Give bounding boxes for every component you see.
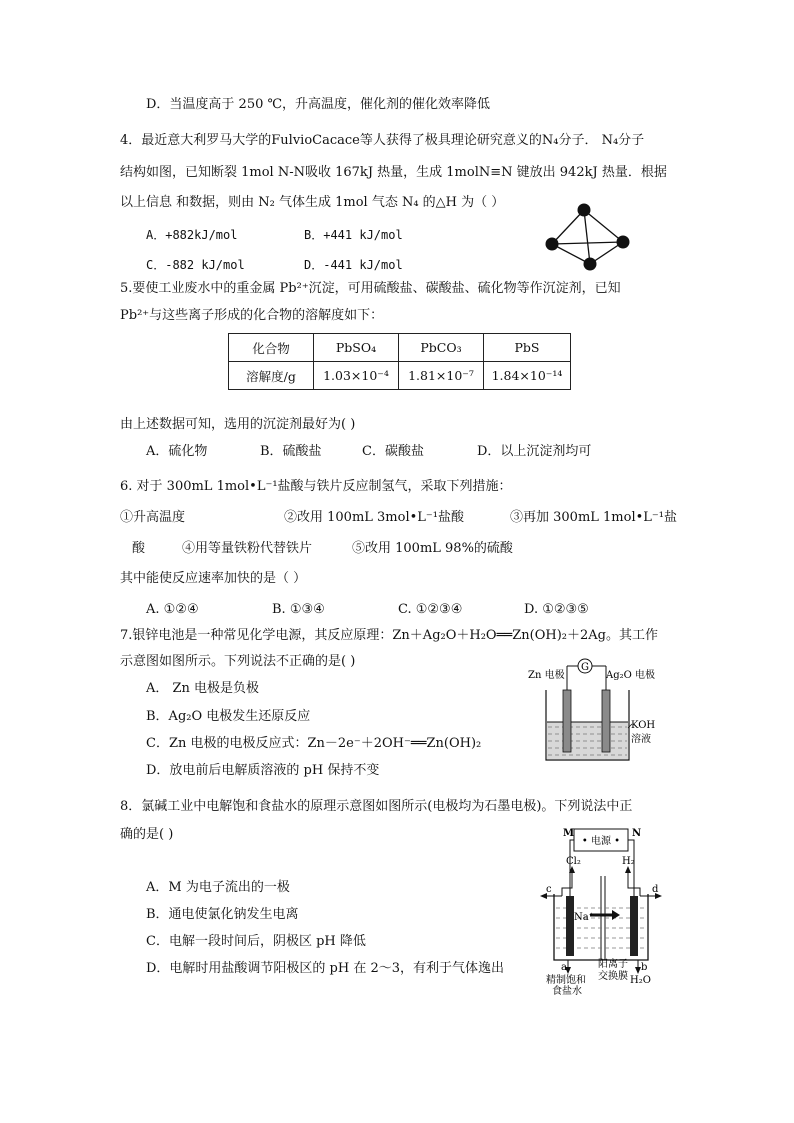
q6-option-b: B. ①③④ bbox=[272, 602, 325, 617]
h2-label: H₂ bbox=[622, 856, 635, 867]
ag2o-electrode bbox=[602, 690, 610, 752]
q7-option-b: B．Ag₂O 电极发生还原反应 bbox=[146, 709, 311, 724]
q6-measure-4: ④用等量铁粉代替铁片 bbox=[182, 541, 313, 556]
membrane-label-line2: 交换膜 bbox=[598, 971, 628, 982]
terminal-n-label: N bbox=[632, 828, 642, 839]
q3-option-d: D．当温度高于 250 ℃，升高温度，催化剂的催化效率降低 bbox=[146, 97, 491, 112]
q4-stem-line3: 以上信息 和数据，则由 N₂ 气体生成 1mol 气态 N₄ 的△H 为（ ） bbox=[120, 195, 505, 210]
q6-stem-line3: 其中能使反应速率加快的是（ ） bbox=[120, 571, 307, 586]
table-header-cell: PbCO₃ bbox=[399, 334, 484, 362]
table-cell: 溶解度/g bbox=[229, 362, 314, 390]
table-row bbox=[229, 362, 571, 390]
ag2o-electrode-label: Ag₂O 电极 bbox=[606, 670, 656, 681]
q6-measure-3: ③再加 300mL 1mol•L⁻¹盐 bbox=[510, 510, 677, 525]
q5-option-d: D．以上沉淀剂均可 bbox=[477, 444, 592, 459]
table-cell: 1.81×10⁻⁷ bbox=[399, 362, 484, 390]
q8-stem-line1: 8．氯碱工业中电解饱和食盐水的原理示意图如图所示(电极均为石墨电极)。下列说法中正 bbox=[120, 799, 633, 814]
q8-option-c: C．电解一段时间后，阴极区 pH 降低 bbox=[146, 934, 366, 949]
q6-measure-2: ②改用 100mL 3mol•L⁻¹盐酸 bbox=[284, 510, 464, 525]
q5-option-c: C．碳酸盐 bbox=[362, 444, 424, 459]
q7-option-a: A． Zn 电极是负极 bbox=[146, 681, 260, 696]
brine-label-line1: 精制饱和 bbox=[546, 975, 586, 986]
q6-measure-3-cont: 酸 bbox=[132, 541, 146, 556]
q4-stem-line2: 结构如图，已知断裂 1mol N-N吸收 167kJ 热量，生成 1molN≡N 键放出 942kJ 热量．根据 bbox=[120, 165, 667, 180]
q5-stem-line1: 5.要使工业废水中的重金属 Pb²⁺沉淀，可用硫酸盐、碳酸盐、硫化物等作沉淀剂，已知 bbox=[120, 281, 621, 296]
membrane-label-line1: 阳离子 bbox=[598, 959, 628, 970]
table-header-cell: 化合物 bbox=[229, 334, 314, 362]
n4-molecule-diagram bbox=[540, 198, 632, 272]
solubility-table bbox=[228, 333, 571, 390]
q4-option-d: D．-441 kJ/mol bbox=[304, 258, 403, 272]
q6-stem-line1: 6. 对于 300mL 1mol•L⁻¹盐酸与铁片反应制氢气，采取下列措施： bbox=[120, 479, 512, 494]
table-header-cell: PbSO₄ bbox=[314, 334, 399, 362]
zn-electrode-label: Zn 电极 bbox=[528, 670, 565, 681]
terminal-m-label: M bbox=[563, 828, 575, 839]
q7-option-d: D．放电前后电解质溶液的 pH 保持不变 bbox=[146, 763, 380, 778]
chlor-alkali-electrolysis-diagram bbox=[528, 824, 678, 996]
q7-stem-line1: 7.银锌电池是一种常见化学电源，其反应原理：Zn＋Ag₂O＋H₂O══Zn(OH)₂＋2Ag。其工作 bbox=[120, 628, 658, 643]
q5-stem-line2: Pb²⁺与这些离子形成的化合物的溶解度如下： bbox=[120, 308, 384, 323]
q4-stem-line1: 4．最近意大利罗马大学的FulvioCacace等人获得了极具理论研究意义的N₄分子． N₄分子 bbox=[120, 133, 645, 148]
solution-label: 溶液 bbox=[631, 734, 651, 745]
koh-label: KOH bbox=[631, 720, 656, 731]
q6-option-d: D. ①②③⑤ bbox=[524, 602, 589, 617]
q6-option-c: C. ①②③④ bbox=[398, 602, 463, 617]
power-source-label: • 电源 • bbox=[581, 836, 621, 847]
q6-option-a: A. ①②④ bbox=[146, 602, 199, 617]
q7-stem-line2: 示意图如图所示。下列说法不正确的是( ) bbox=[120, 654, 356, 669]
brine-label-line2: 食盐水 bbox=[552, 986, 582, 996]
sodium-ion-label: Na⁺ bbox=[574, 912, 594, 923]
q8-option-d: D．电解时用盐酸调节阳极区的 pH 在 2～3，有利于气体逸出 bbox=[146, 961, 505, 976]
q5-option-b: B．硫酸盐 bbox=[260, 444, 322, 459]
q8-option-a: A．M 为电子流出的一极 bbox=[146, 880, 290, 895]
cathode bbox=[630, 896, 638, 956]
inlet-a-label: a bbox=[561, 962, 567, 973]
q5-stem-line3: 由上述数据可知，选用的沉淀剂最好为( ) bbox=[120, 417, 356, 432]
q7-option-c: C．Zn 电极的电极反应式：Zn－2e⁻＋2OH⁻══Zn(OH)₂ bbox=[146, 736, 482, 751]
q4-option-c: C．-882 kJ/mol bbox=[146, 258, 245, 272]
galvanometer-label: G bbox=[581, 662, 589, 673]
q4-option-a: A．+882kJ/mol bbox=[146, 228, 238, 242]
q6-measure-1: ①升高温度 bbox=[120, 510, 186, 525]
outlet-c-label: c bbox=[546, 884, 552, 895]
q5-option-a: A．硫化物 bbox=[146, 444, 208, 459]
q4-option-b: B．+441 kJ/mol bbox=[304, 228, 403, 242]
zn-electrode bbox=[563, 690, 571, 752]
table-header-row bbox=[229, 334, 571, 362]
cl2-label: Cl₂ bbox=[566, 856, 581, 867]
water-label: H₂O bbox=[630, 975, 651, 986]
q8-stem-line2: 确的是( ) bbox=[120, 827, 174, 842]
table-cell: 1.84×10⁻¹⁴ bbox=[484, 362, 571, 390]
outlet-d-label: d bbox=[652, 884, 659, 895]
q6-measure-5: ⑤改用 100mL 98%的硫酸 bbox=[352, 541, 513, 556]
table-header-cell: PbS bbox=[484, 334, 571, 362]
table-cell: 1.03×10⁻⁴ bbox=[314, 362, 399, 390]
silver-zinc-battery-diagram bbox=[520, 654, 670, 766]
anode bbox=[566, 896, 574, 956]
q8-option-b: B．通电使氯化钠发生电离 bbox=[146, 907, 299, 922]
inlet-b-label: b bbox=[641, 962, 648, 973]
